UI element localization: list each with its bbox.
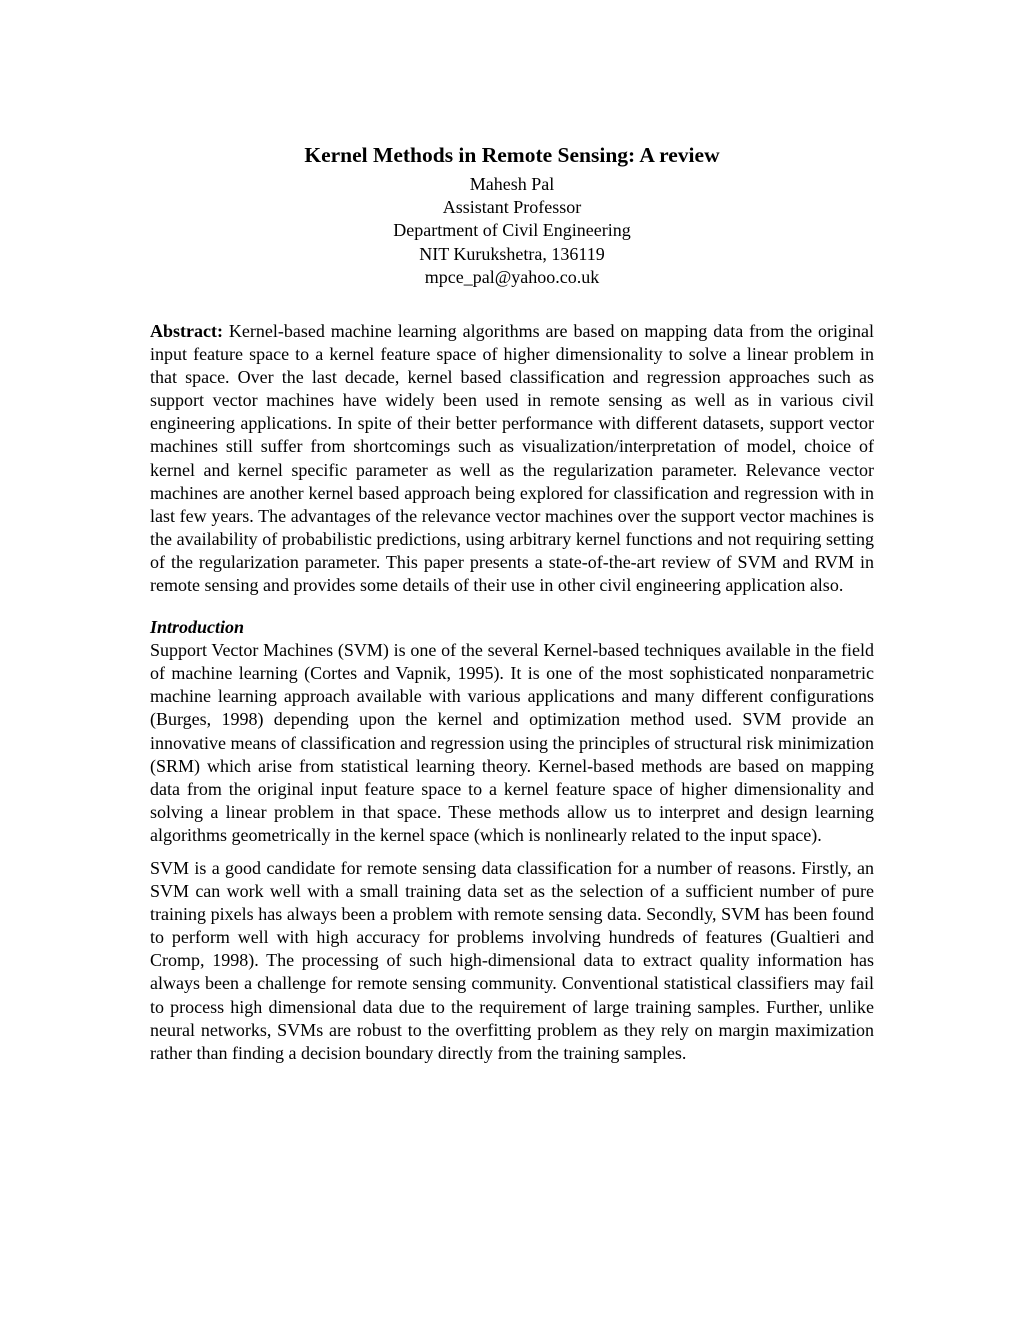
author-block — [150, 173, 874, 289]
introduction-paragraph-2: SVM is a good candidate for remote sensing data classification for a number of reasons. Firstly, an SVM can work well with a small training data set as the selection of a sufficient number of pure training pixels has always been a problem with remote sensing data. Secondly, SVM has been found to perform well with high accuracy for problems involving hundreds of features (Gualtieri and Cromp, 1998). The processing of such high-dimensional data to extract quality information has always been a challenge for remote sensing community. Conventional statistical classifiers may fail to process high dimensional data due to the requirement of large training samples. Further, unlike neural networks, SVMs are robust to the overfitting problem as they rely on margin maximization rather than finding a decision boundary directly from the training samples. — [150, 857, 874, 1063]
introduction-heading: Introduction — [150, 617, 245, 638]
abstract-paragraph — [150, 320, 874, 597]
author-institution: NIT Kurukshetra, 136119 — [419, 243, 605, 264]
author-name: Mahesh Pal — [469, 174, 555, 194]
introduction-paragraph-1: Support Vector Machines (SVM) is one of the several Kernel-based techniques available in the field of machine learning (Cortes and Vapnik, 1995). It is one of the most sophisticated nonparametric machine learning approach available with various applications and many different configurations (Burges, 1998) depending upon the kernel and optimization method used. SVM provide an innovative means of classification and regression using the principles of structural risk minimization (SRM) which arise from statistical learning theory. Kernel-based methods are based on mapping data from the original input feature space to a kernel feature space of higher dimensionality and solving a linear problem in that space. These methods allow us to interpret and design learning algorithms geometrically in the kernel space (which is nonlinearly related to the input space). — [150, 640, 874, 845]
abstract-label: Abstract: — [150, 321, 223, 342]
author-department: Department of Civil Engineering — [393, 220, 631, 241]
paper-page — [150, 142, 874, 1065]
author-position: Assistant Professor — [442, 197, 582, 218]
paper-title: Kernel Methods in Remote Sensing: A review — [304, 143, 720, 167]
abstract-text: Kernel-based machine learning algorithms are based on mapping data from the original input feature space to a kernel feature space of higher dimensionality to solve a linear problem in that space. Over the last decade, kernel based classification and regression approaches such as support vector machines have widely been used in remote sensing as well as in various civil engineering applications. In spite of their better performance with different datasets, support vector machines still suffer from shortcomings such as visualization/interpretation of model, choice of kernel and kernel specific parameter as well as the regularization parameter. Relevance vector machines are another kernel based approach being explored for classification and regression with in last few years. The advantages of the relevance vector machines over the support vector machines is the availability of probabilistic predictions, using arbitrary kernel functions and not requiring setting of the regularization parameter. This paper presents a state-of-the-art review of SVM and RVM in remote sensing and provides some details of their use in other civil engineering application also. — [150, 321, 874, 596]
author-email: mpce_pal@yahoo.co.uk — [424, 266, 600, 287]
